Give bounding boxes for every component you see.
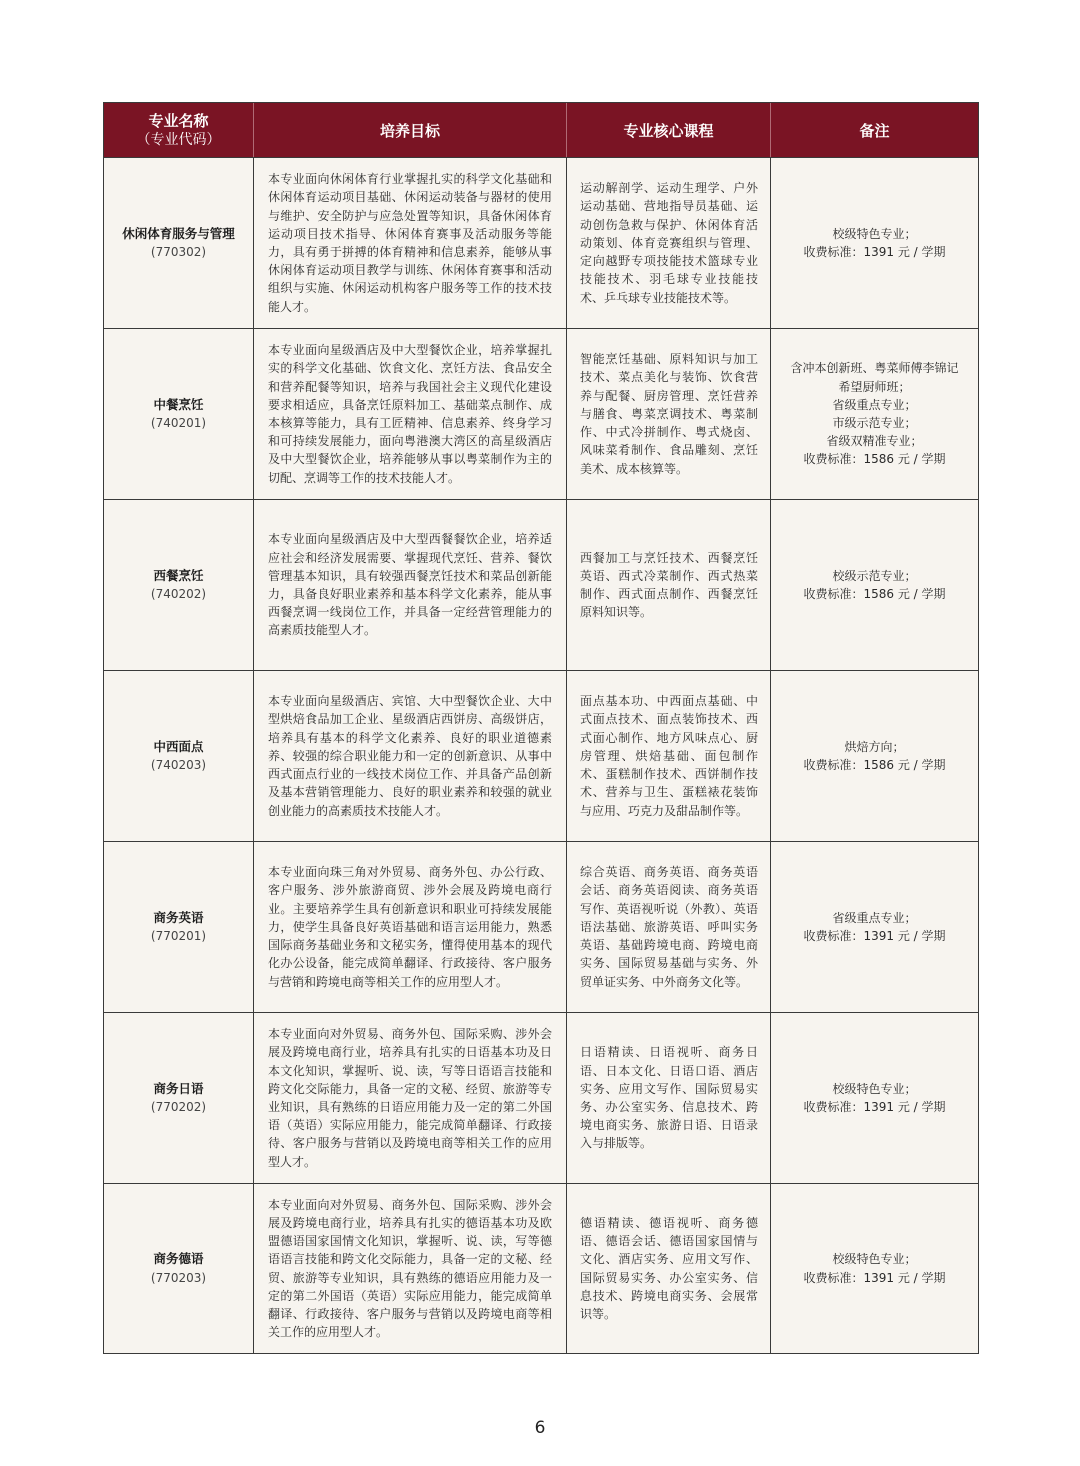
- training-goal: 本专业面向星级酒店、宾馆、大中型餐饮企业、大中型烘焙食品加工企业、星级酒店西饼房、高级饼店，培养具有基本的科学文化素养、良好的职业道德素养、较强的综合职业能力和一定的创新意识、从事中西式面点行业的一线技术岗位工作、并具备产品创新及基本营销管理能力、良好的职业素养和较强的就业创业能力的高素质技术技能人才。: [254, 671, 567, 842]
- major-code: (770201): [150, 929, 207, 943]
- major-cell: [104, 842, 254, 1013]
- note-line: 收费标准：1586 元 / 学期: [803, 452, 946, 467]
- note-line: 含冲本创新班、粤菜师傅李锦记: [790, 361, 959, 376]
- major-cell: [104, 500, 254, 671]
- core-courses: 德语精读、德语视听、商务德语、德语会话、德语国家国情与文化、酒店实务、应用文写作、国际贸易实务、办公室实务、信息技术、跨境电商实务、会展常识等。: [567, 1184, 771, 1354]
- table-row: [104, 329, 979, 500]
- notes-cell: [771, 671, 979, 842]
- major-cell: [104, 1184, 254, 1354]
- note-line: 收费标准：1391 元 / 学期: [803, 929, 946, 943]
- notes-cell: [771, 500, 979, 671]
- note-line: 省级双精准专业；: [826, 434, 923, 449]
- major-cell: [104, 671, 254, 842]
- table-row: [104, 158, 979, 329]
- major-code: (770202): [150, 1100, 207, 1114]
- note-line: 校级示范专业；: [832, 568, 917, 583]
- note-line: 省级重点专业；: [832, 397, 917, 412]
- note-line: 收费标准：1586 元 / 学期: [803, 758, 946, 772]
- note-line: 市级示范专业；: [832, 416, 917, 430]
- table-row: [104, 842, 979, 1013]
- major-name: 商务英语: [153, 909, 204, 925]
- header-goal: 培养目标: [254, 103, 567, 158]
- note-line: 省级重点专业；: [832, 910, 917, 925]
- training-goal: 本专业面向对外贸易、商务外包、国际采购、涉外会展及跨境电商行业，培养具有扎实的日语基本功及日本文化知识，掌握听、说、读，写等日语语言技能和跨文化交际能力，具备一定的文秘、经贸、旅游等专业知识，具有熟练的日语应用能力及一定的第二外国语（英语）实际应用能力，能完成简单翻译、行政接待、客户服务与营销以及跨境电商等相关工作的应用型人才。: [254, 1013, 567, 1184]
- major-name: 中餐烹饪: [153, 396, 204, 412]
- major-code: (740202): [150, 587, 207, 601]
- training-goal: 本专业面向珠三角对外贸易、商务外包、办公行政、客户服务、涉外旅游商贸、涉外会展及跨境电商行业。主要培养学生具有创新意识和职业可持续发展能力，使学生具备良好英语基础和语言运用能力，熟悉国际商务基础业务和文秘实务，懂得使用基本的现代化办公设备，能完成简单翻译、行政接待、客户服务与营销和跨境电商等相关工作的应用型人才。: [254, 842, 567, 1013]
- note-line: 烘焙方向；: [844, 739, 905, 754]
- header-name-label: 专业名称: [148, 111, 209, 130]
- major-name: 商务日语: [153, 1080, 204, 1096]
- major-name: 休闲体育服务与管理: [122, 225, 235, 241]
- training-goal: 本专业面向休闲体育行业掌握扎实的科学文化基础和休闲体育运动项目基础、休闲运动装备与器材的使用与维护、安全防护与应急处置等知识，具备休闲体育运动项目技术指导、休闲体育赛事及活动服务等能力，具有勇于拼搏的体育精神和信息素养，能够从事休闲体育运动项目教学与训练、休闲体育赛事和活动组织与实施、休闲运动机构客户服务等工作的技术技能人才。: [254, 158, 567, 329]
- note-line: 校级特色专业；: [832, 1081, 917, 1096]
- major-cell: [104, 158, 254, 329]
- header-major-name: [104, 103, 254, 158]
- page-number: 6: [534, 1418, 546, 1438]
- major-code: (770203): [150, 1270, 207, 1285]
- table-row: [104, 1184, 979, 1354]
- core-courses: 运动解剖学、运动生理学、户外运动基础、营地指导员基础、运动创伤急救与保护、休闲体育活动策划、体育竞赛组织与管理、定向越野专项技能技术篮球专业技能技术、羽毛球专业技能技术、乒乓球专业技能技术等。: [567, 158, 771, 329]
- note-line: 校级特色专业；: [832, 1252, 917, 1267]
- header-code-label: （专业代码）: [136, 131, 221, 148]
- major-code: (740201): [150, 416, 207, 430]
- table-body: [104, 158, 979, 1354]
- header-notes: 备注: [771, 103, 979, 158]
- note-line: 收费标准：1586 元 / 学期: [803, 587, 946, 601]
- major-name: 西餐烹饪: [153, 567, 204, 583]
- core-courses: 日语精读、日语视听、商务日语、日本文化、日语口语、酒店实务、应用文写作、国际贸易实务、办公室实务、信息技术、跨境电商实务、旅游日语、日语录入与排版等。: [567, 1013, 771, 1184]
- header-courses: 专业核心课程: [567, 103, 771, 158]
- note-line: 校级特色专业；: [832, 226, 917, 241]
- major-code: (740203): [150, 758, 207, 772]
- major-cell: [104, 329, 254, 500]
- major-code: (770302): [150, 245, 207, 259]
- major-cell: [104, 1013, 254, 1184]
- notes-cell: [771, 842, 979, 1013]
- notes-cell: [771, 1184, 979, 1354]
- training-goal: 本专业面向对外贸易、商务外包、国际采购、涉外会展及跨境电商行业，培养具有扎实的德语基本功及欧盟德语国家国情文化知识，掌握听、说、读，写等德语语言技能和跨文化交际能力，具备一定的文秘、经贸、旅游等专业知识，具有熟练的德语应用能力及一定的第二外国语（英语）实际应用能力，能完成简单翻译、行政接待、客户服务与营销以及跨境电商等相关工作的应用型人才。: [254, 1184, 567, 1354]
- majors-table: [103, 102, 979, 1354]
- core-courses: 西餐加工与烹饪技术、西餐烹饪英语、西式冷菜制作、西式热菜制作、西式面点制作、西餐烹饪原料知识等。: [567, 500, 771, 671]
- note-line: 收费标准：1391 元 / 学期: [803, 245, 946, 259]
- note-line: 收费标准：1391 元 / 学期: [803, 1270, 946, 1285]
- notes-cell: [771, 1013, 979, 1184]
- core-courses: 综合英语、商务英语、商务英语会话、商务英语阅读、商务英语写作、英语视听说（外教）、英语语法基础、旅游英语、呼叫实务英语、基础跨境电商、跨境电商实务、国际贸易基础与实务、外贸单证实务、中外商务文化等。: [567, 842, 771, 1013]
- note-line: 希望厨师班；: [838, 379, 911, 394]
- core-courses: 面点基本功、中西面点基础、中式面点技术、面点装饰技术、西式面心制作、地方风味点心、厨房管理、烘焙基础、面包制作术、蛋糕制作技术、西饼制作技术、营养与卫生、蛋糕裱花装饰与应用、巧克力及甜品制作等。: [567, 671, 771, 842]
- training-goal: 本专业面向星级酒店及中大型餐饮企业，培养掌握扎实的科学文化基础、饮食文化、烹饪方法、食品安全和营养配餐等知识，培养与我国社会主义现代化建设要求相适应，具备烹饪原料加工、基础菜点制作、成本核算等能力，具有工匠精神、信息素养、终身学习和可持续发展能力，面向粤港澳大湾区的高星级酒店及中大型餐饮企业，培养能够从事以粤菜制作为主的切配、烹调等工作的技术技能人才。: [254, 329, 567, 500]
- major-name: 商务德语: [153, 1251, 204, 1267]
- notes-cell: [771, 329, 979, 500]
- major-name: 中西面点: [153, 738, 204, 754]
- table-row: [104, 500, 979, 671]
- table-row: [104, 671, 979, 842]
- training-goal: 本专业面向星级酒店及中大型西餐餐饮企业，培养适应社会和经济发展需要、掌握现代烹饪、营养、餐饮管理基本知识，具有较强西餐烹饪技术和菜品创新能力，具备良好职业素养和基本科学文化素养，能从事西餐烹调一线岗位工作，并具备一定经营管理能力的高素质技能型人才。: [254, 500, 567, 671]
- table-header: [104, 103, 979, 158]
- core-courses: 智能烹饪基础、原料知识与加工技术、菜点美化与装饰、饮食营养与配餐、厨房管理、烹饪营养与膳食、粤菜烹调技术、粤菜制作、中式冷拼制作、粤式烧卤、风味菜肴制作、食品雕刻、烹饪美术、成本核算等。: [567, 329, 771, 500]
- table-row: [104, 1013, 979, 1184]
- note-line: 收费标准：1391 元 / 学期: [803, 1100, 946, 1114]
- notes-cell: [771, 158, 979, 329]
